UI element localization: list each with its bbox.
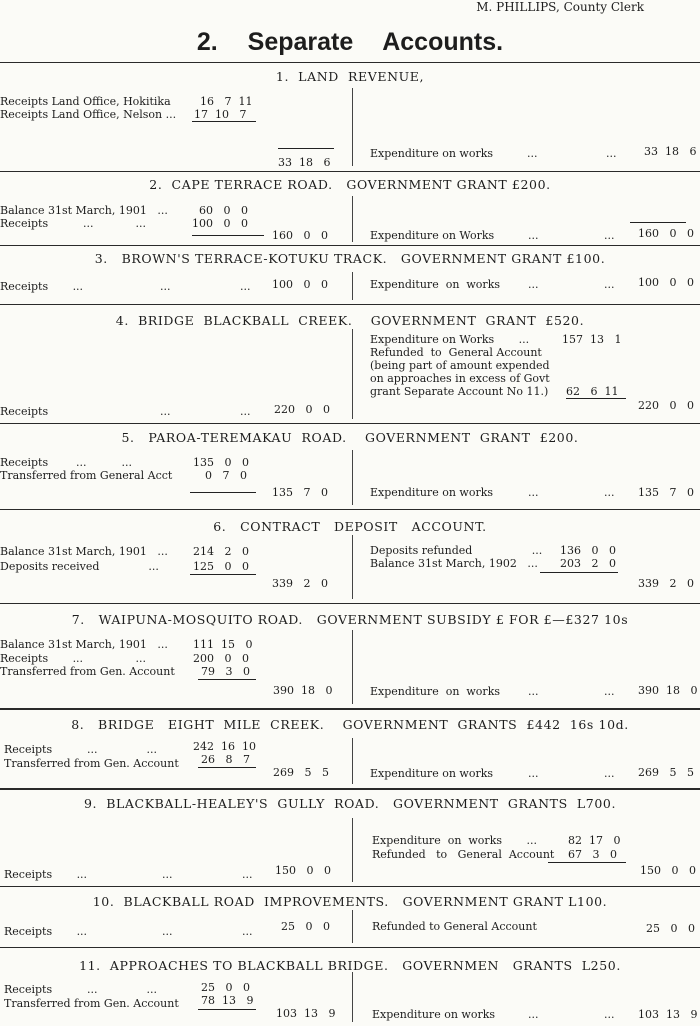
- sum-rule: [190, 574, 256, 575]
- left-total: 25 0 0: [281, 920, 330, 933]
- divider: [0, 603, 700, 604]
- right-total: 150 0 0: [640, 864, 696, 877]
- sum-rule: [198, 1009, 256, 1010]
- left-row-dots: ...: [162, 925, 173, 938]
- right-row-label: Expenditure on Works ...: [370, 333, 530, 346]
- right-row-dots: ...: [606, 147, 617, 160]
- left-row-label: Balance 31st March, 1901 ...: [0, 545, 168, 558]
- left-row-amount: 78 13 9: [201, 994, 254, 1007]
- right-total: 135 7 0: [638, 486, 694, 499]
- right-row-dots: ...: [527, 147, 538, 160]
- left-row-label: Receipts ... ...: [0, 456, 133, 469]
- column-divider: [352, 738, 353, 784]
- column-divider: [352, 196, 353, 242]
- right-row-dots: ...: [528, 278, 539, 291]
- left-row-label: Receipts ...: [0, 280, 84, 293]
- left-row-dots: ...: [240, 405, 251, 418]
- left-total: 150 0 0: [275, 864, 331, 877]
- right-row-label: Expenditure on works: [370, 278, 501, 291]
- left-row-label: Receipts Land Office, Nelson ...: [0, 108, 177, 121]
- left-total: 390 18 0: [273, 684, 333, 697]
- left-row-amount: 111 15 0: [193, 638, 253, 651]
- divider: [0, 788, 700, 790]
- divider: [0, 304, 700, 305]
- left-row-dots: ...: [242, 925, 253, 938]
- right-total: 103 13 9: [638, 1008, 698, 1021]
- right-total: 160 0 0: [638, 227, 694, 240]
- section-title: 3. BROWN'S TERRACE-KOTUKU TRACK. GOVERNMENT GRANT £100.: [94, 251, 606, 266]
- left-row-amount: 125 0 0: [193, 560, 249, 573]
- left-total: 220 0 0: [274, 403, 330, 416]
- left-row-amount: 25 0 0: [201, 981, 250, 994]
- left-row-dots: ...: [160, 280, 171, 293]
- left-row-label: Receipts ... ...: [4, 743, 157, 756]
- left-row-label: Transferred from Gen. Account: [4, 997, 179, 1010]
- right-row-label: Refunded to General Account: [372, 920, 537, 933]
- left-row-label: Receipts ...: [4, 925, 88, 938]
- left-row-amount: 135 0 0: [193, 456, 249, 469]
- right-row-label: Expenditure on works: [370, 147, 494, 160]
- column-divider: [352, 88, 353, 166]
- right-row-dots: ...: [528, 767, 539, 780]
- left-row-label: Receipts ...: [4, 868, 88, 881]
- right-total: 25 0 0: [646, 922, 695, 935]
- section-title: 1. LAND REVENUE,: [275, 69, 425, 84]
- sum-rule: [192, 235, 264, 236]
- section-title: 2. CAPE TERRACE ROAD. GOVERNMENT GRANT £200.: [149, 177, 551, 192]
- sum-rule: [566, 398, 626, 399]
- divider: [0, 423, 700, 424]
- sum-rule: [278, 148, 334, 149]
- left-row-label: Transferred from Gen. Account: [4, 757, 179, 770]
- column-divider: [352, 535, 353, 599]
- right-total: 220 0 0: [638, 399, 694, 412]
- left-row-dots: ...: [242, 868, 253, 881]
- right-row-label: Expenditure on works: [370, 685, 501, 698]
- section-title: 4. BRIDGE BLACKBALL CREEK. GOVERNMENT GRANT £520.: [115, 313, 585, 328]
- sum-rule: [192, 121, 256, 122]
- right-row-label: Expenditure on works: [372, 1008, 496, 1021]
- divider: [0, 947, 700, 948]
- right-row-dots: ...: [604, 278, 615, 291]
- right-total: 269 5 5: [638, 766, 694, 779]
- sum-rule: [540, 572, 618, 573]
- right-row-label: Refunded to General Account: [372, 848, 555, 861]
- right-row-amount: 157 13 1: [562, 333, 622, 346]
- left-row-amount: 200 0 0: [193, 652, 249, 665]
- right-row-dots: ...: [604, 229, 615, 242]
- section-title: 6. CONTRACT DEPOSIT ACCOUNT.: [213, 519, 487, 534]
- left-row-dots: ...: [160, 405, 171, 418]
- right-row-dots: ...: [528, 229, 539, 242]
- divider: [0, 708, 700, 710]
- right-row-amount: 82 17 0: [568, 834, 621, 847]
- left-row-amount: 100 0 0: [192, 217, 248, 230]
- sum-rule: [190, 492, 256, 493]
- divider: [0, 245, 700, 246]
- divider: [0, 171, 700, 172]
- left-row-amount: 79 3 0: [201, 665, 250, 678]
- right-row-amount: 67 3 0: [568, 848, 617, 861]
- left-row-label: Deposits received ...: [0, 560, 159, 573]
- left-row-amount: 0 7 0: [205, 469, 247, 482]
- column-divider: [352, 272, 353, 300]
- left-row-label: Receipts ... ...: [4, 983, 157, 996]
- right-row-amount: 62 6 11: [566, 385, 619, 398]
- left-row-label: Balance 31st March, 1901 ...: [0, 638, 168, 651]
- left-total: 33 18 6: [278, 156, 331, 169]
- left-row-label: Receipts ... ...: [0, 217, 146, 230]
- left-row-amount: 242 16 10: [193, 740, 256, 753]
- page-title: 2. Separate Accounts.: [196, 28, 504, 56]
- right-row-dots: ...: [604, 767, 615, 780]
- right-row-amount: 203 2 0: [560, 557, 616, 570]
- left-row-label: Receipts: [0, 405, 49, 418]
- left-total: 100 0 0: [272, 278, 328, 291]
- right-row-amount: 136 0 0: [560, 544, 616, 557]
- section-title: 11. APPROACHES TO BLACKBALL BRIDGE. GOVERNMEN GRANTS L250.: [79, 958, 621, 973]
- right-row-dots: ...: [528, 685, 539, 698]
- right-total: 100 0 0: [638, 276, 694, 289]
- right-row-dots: ...: [604, 1008, 615, 1021]
- sum-rule: [198, 767, 256, 768]
- right-row-label: (being part of amount expended: [370, 359, 550, 372]
- left-total: 160 0 0: [272, 229, 328, 242]
- right-row-label: Balance 31st March, 1902 ...: [370, 557, 538, 570]
- divider: [0, 886, 700, 887]
- right-row-dots: ...: [604, 486, 615, 499]
- left-row-amount: 214 2 0: [193, 545, 249, 558]
- left-total: 339 2 0: [272, 577, 328, 590]
- section-title: 7. WAIPUNA-MOSQUITO ROAD. GOVERNMENT SUBSIDY £ FOR £—£327 10s: [71, 612, 629, 627]
- left-row-amount: 17 10 7: [194, 108, 247, 121]
- column-divider: [352, 630, 353, 704]
- left-row-dots: ...: [162, 868, 173, 881]
- divider-top: [0, 62, 700, 63]
- column-divider: [352, 329, 353, 419]
- section-title: 8. BRIDGE EIGHT MILE CREEK. GOVERNMENT GRANTS £442 16s 10d.: [71, 717, 629, 732]
- left-row-label: Receipts Land Office, Hokitika: [0, 95, 171, 108]
- column-divider: [352, 972, 353, 1022]
- column-divider: [352, 450, 353, 505]
- section-title: 9. BLACKBALL-HEALEY'S GULLY ROAD. GOVERNMENT GRANTS L700.: [83, 796, 617, 811]
- left-row-label: Transferred from Gen. Account: [0, 665, 175, 678]
- left-total: 135 7 0: [272, 486, 328, 499]
- right-row-label: Refunded to General Account: [370, 346, 542, 359]
- right-row-dots: ...: [528, 486, 539, 499]
- section-title: 10. BLACKBALL ROAD IMPROVEMENTS. GOVERNMENT GRANT L100.: [92, 894, 608, 909]
- sum-rule: [630, 222, 686, 223]
- sum-rule: [548, 862, 626, 863]
- right-row-label: Expenditure on works: [370, 486, 494, 499]
- right-total: 390 18 0: [638, 684, 698, 697]
- section-title: 5. PAROA-TEREMAKAU ROAD. GOVERNMENT GRANT £200.: [121, 430, 579, 445]
- left-row-label: Transferred from General Acct: [0, 469, 173, 482]
- right-total: 339 2 0: [638, 577, 694, 590]
- right-row-label: Expenditure on works: [370, 767, 494, 780]
- right-total: 33 18 6: [644, 145, 697, 158]
- county-clerk-signature: M. PHILLIPS, County Clerk: [476, 0, 644, 14]
- divider: [0, 509, 700, 510]
- sum-rule: [198, 679, 256, 680]
- right-row-label: Expenditure on works ...: [372, 834, 537, 847]
- column-divider: [352, 818, 353, 882]
- left-row-amount: 16 7 11: [200, 95, 253, 108]
- left-row-amount: 60 0 0: [199, 204, 248, 217]
- left-row-amount: 26 8 7: [201, 753, 250, 766]
- left-row-label: Balance 31st March, 1901 ...: [0, 204, 168, 217]
- right-row-dots: ...: [528, 1008, 539, 1021]
- left-row-dots: ...: [240, 280, 251, 293]
- right-row-dots: ...: [604, 685, 615, 698]
- right-row-label: on approaches in excess of Govt: [370, 372, 550, 385]
- right-row-label: Deposits refunded ...: [370, 544, 543, 557]
- right-row-label: Expenditure on Works: [370, 229, 495, 242]
- left-total: 269 5 5: [273, 766, 329, 779]
- right-row-label: grant Separate Account No 11.): [370, 385, 549, 398]
- left-total: 103 13 9: [276, 1007, 336, 1020]
- column-divider: [352, 910, 353, 943]
- left-row-label: Receipts ... ...: [0, 652, 146, 665]
